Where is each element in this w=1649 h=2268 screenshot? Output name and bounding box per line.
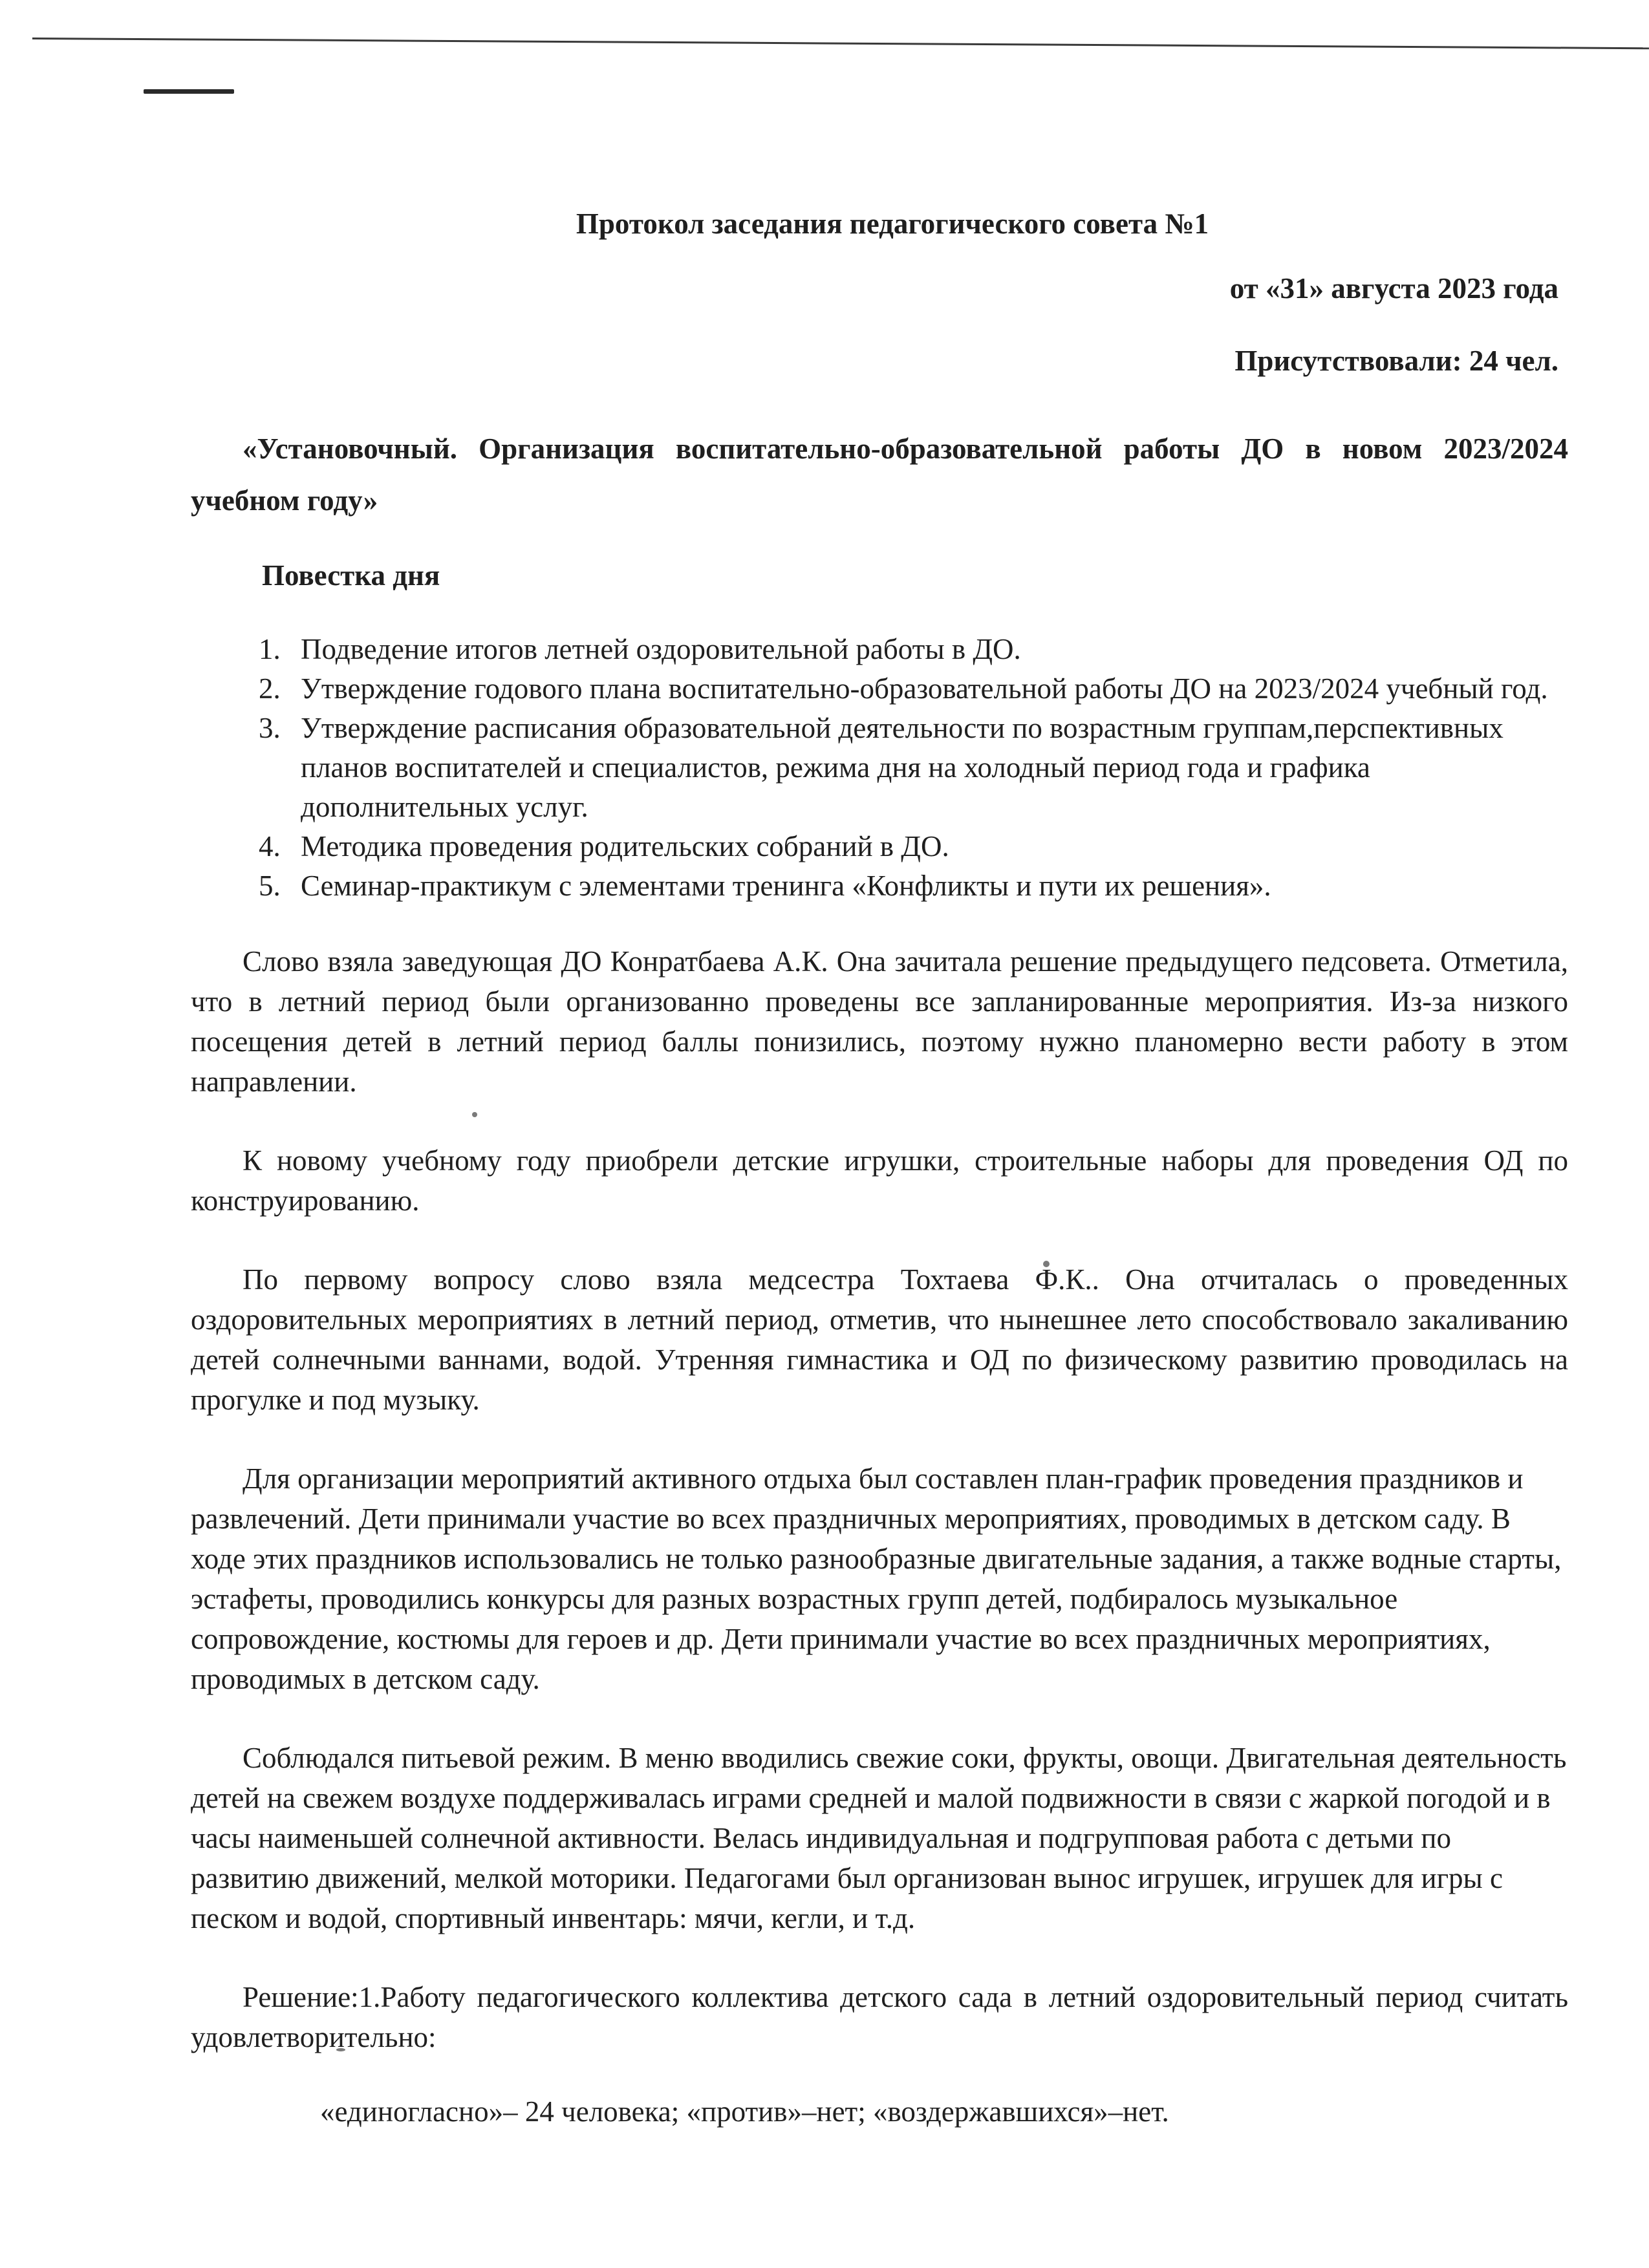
vote-result: «единогласно»– 24 человека; «против»–нет; «воздержавшихся»–нет.	[320, 2095, 1169, 2128]
meeting-date: от «31» августа 2023 года	[1229, 272, 1558, 305]
agenda-heading: Повестка дня	[262, 559, 440, 592]
attendance: Присутствовали: 24 чел.	[1234, 345, 1558, 377]
paragraph-regime: Соблюдался питьевой режим. В меню вводились свежие соки, фрукты, овощи. Двигательная деятельность детей на свежем воздухе поддерживалась играми средней и малой подвижности в связи с жаркой погодой и в часы наименьшей солнечной активности. Велась индивидуальная и подгрупповая работа с детьми по развитию движений, мелкой моторики. Педагогами был организован вынос игрушек, игрушек для игры с песком и водой, спортивный инвентарь: мячи, кегли, и т.д.	[191, 1742, 1567, 1934]
paragraph-nurse-report: По первому вопросу слово взяла медсестра Тохтаева Ф.К.. Она отчиталась о проведенных оздоровительных мероприятиях в летний период, отметив, что нынешнее лето способствовало закаливанию детей солнечными ваннами, водой. Утренняя гимнастика и ОД по физическому развитию проводилась на прогулке и под музыку.	[191, 1263, 1568, 1416]
scan-mark	[144, 89, 234, 94]
document-page	[191, 194, 1568, 2128]
paragraph-new-toys: К новому учебному году приобрели детские игрушки, строительные наборы для проведения ОД по конструированию.	[191, 1144, 1568, 1217]
agenda-item: 1. Подведение итогов летней оздоровительной работы в ДО.	[288, 630, 1568, 669]
meeting-topic: «Установочный. Организация воспитательно-образовательной работы ДО в новом 2023/2024 учебном году»	[191, 433, 1568, 517]
scan-edge-line	[32, 37, 1649, 49]
agenda-item: 5. Семинар-практикум с элементами тренинга «Конфликты и пути их решения».	[288, 866, 1568, 906]
paragraph-events: Для организации мероприятий активного отдыха был составлен план-график проведения праздников и развлечений. Дети принимали участие во всех праздничных мероприятиях, проводимых в детском саду. В ходе этих праздников использовались не только разнообразные двигательные задания, а также водные старты, эстафеты, проводились конкурсы для разных возрастных групп детей, подбиралось музыкальное сопровождение, костюмы для героев и др. Дети принимали участие во всех праздничных мероприятиях, проводимых в детском саду.	[191, 1462, 1562, 1695]
paragraph-head-report: Слово взяла заведующая ДО Конратбаева А.К. Она зачитала решение предыдущего педсовета. Отметила, что в летний период были организованно проведены все запланированные мероприятия. Из-за низкого посещения детей в летний период баллы понизились, поэтому нужно планомерно вести работу в этом направлении.	[191, 945, 1568, 1098]
agenda-item: 3. Утверждение расписания образовательной деятельности по возрастным группам,перспективных планов воспитателей и специалистов, режима дня на холодный период года и графика дополнительных услуг.	[288, 709, 1568, 827]
agenda-item: 2. Утверждение годового плана воспитательно-образовательной работы ДО на 2023/2024 учебный год.	[288, 669, 1568, 709]
agenda-item: 4. Методика проведения родительских собраний в ДО.	[288, 827, 1568, 866]
agenda-list	[191, 630, 1568, 906]
paragraph-decision: Решение:1.Работу педагогического коллектива детского сада в летний оздоровительный период считать удовлетворительно:	[191, 1981, 1568, 2053]
document-title: Протокол заседания педагогического совета №1	[576, 208, 1209, 240]
